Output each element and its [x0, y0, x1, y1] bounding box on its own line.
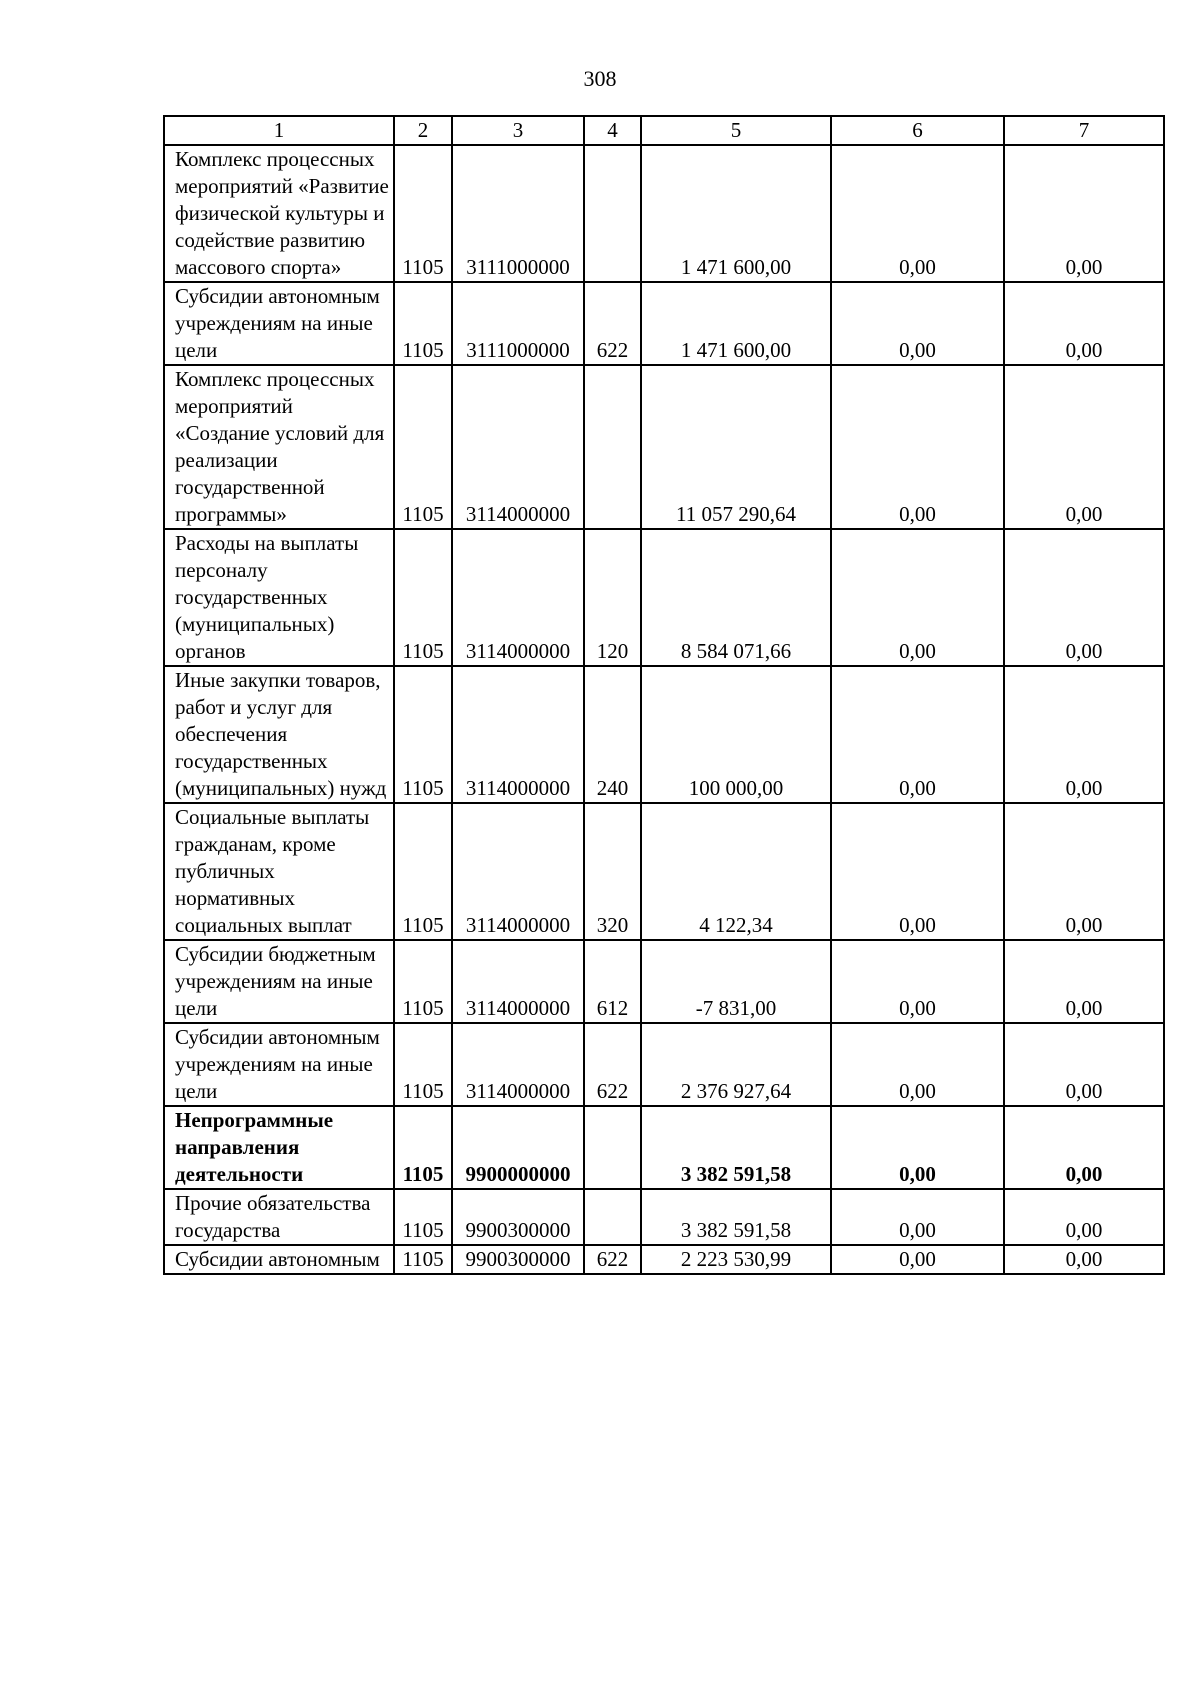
- target-code-cell: 3114000000: [452, 940, 584, 1023]
- header-cell: 5: [641, 116, 831, 145]
- amount-col5-cell: 2 376 927,64: [641, 1023, 831, 1106]
- budget-table: [163, 115, 1165, 1275]
- target-code-cell: 9900300000: [452, 1245, 584, 1274]
- amount-col5-cell: 3 382 591,58: [641, 1189, 831, 1245]
- section-code-cell: 1105: [394, 365, 452, 529]
- expense-type-cell: 320: [584, 803, 641, 940]
- amount-col5-cell: 8 584 071,66: [641, 529, 831, 666]
- header-cell: 6: [831, 116, 1004, 145]
- row-name-cell: Комплекс процессных мероприятий «Создание условий для реализации государственной программы»: [164, 365, 394, 529]
- section-code-cell: 1105: [394, 1189, 452, 1245]
- row-name-cell: Субсидии автономным: [164, 1245, 394, 1274]
- header-cell: 4: [584, 116, 641, 145]
- amount-col5-cell: 100 000,00: [641, 666, 831, 803]
- amount-col7-cell: 0,00: [1004, 365, 1164, 529]
- amount-col5-cell: 1 471 600,00: [641, 145, 831, 282]
- amount-col6-cell: 0,00: [831, 1245, 1004, 1274]
- expense-type-cell: 622: [584, 282, 641, 365]
- target-code-cell: 3111000000: [452, 282, 584, 365]
- amount-col7-cell: 0,00: [1004, 1023, 1164, 1106]
- amount-col6-cell: 0,00: [831, 282, 1004, 365]
- amount-col7-cell: 0,00: [1004, 529, 1164, 666]
- target-code-cell: 3114000000: [452, 365, 584, 529]
- amount-col5-cell: 11 057 290,64: [641, 365, 831, 529]
- expense-type-cell: 622: [584, 1245, 641, 1274]
- amount-col7-cell: 0,00: [1004, 940, 1164, 1023]
- amount-col6-cell: 0,00: [831, 803, 1004, 940]
- row-name-cell: Субсидии автономным учреждениям на иные цели: [164, 282, 394, 365]
- amount-col7-cell: 0,00: [1004, 1106, 1164, 1189]
- row-name-cell: Непрограммные направления деятельности: [164, 1106, 394, 1189]
- section-code-cell: 1105: [394, 940, 452, 1023]
- target-code-cell: 9900000000: [452, 1106, 584, 1189]
- amount-col7-cell: 0,00: [1004, 803, 1164, 940]
- table-row: [164, 1023, 1164, 1106]
- amount-col7-cell: 0,00: [1004, 1189, 1164, 1245]
- target-code-cell: 3114000000: [452, 666, 584, 803]
- amount-col6-cell: 0,00: [831, 145, 1004, 282]
- amount-col5-cell: 3 382 591,58: [641, 1106, 831, 1189]
- table-row: [164, 282, 1164, 365]
- table-row: [164, 940, 1164, 1023]
- header-cell: 2: [394, 116, 452, 145]
- section-code-cell: 1105: [394, 282, 452, 365]
- expense-type-cell: [584, 1106, 641, 1189]
- section-code-cell: 1105: [394, 1106, 452, 1189]
- row-name-cell: Субсидии бюджетным учреждениям на иные цели: [164, 940, 394, 1023]
- amount-col6-cell: 0,00: [831, 1189, 1004, 1245]
- amount-col6-cell: 0,00: [831, 1106, 1004, 1189]
- expense-type-cell: [584, 365, 641, 529]
- section-code-cell: 1105: [394, 1245, 452, 1274]
- row-name-cell: Комплекс процессных мероприятий «Развитие физической культуры и содействие развитию массового спорта»: [164, 145, 394, 282]
- row-name-cell: Прочие обязательства государства: [164, 1189, 394, 1245]
- amount-col5-cell: 4 122,34: [641, 803, 831, 940]
- section-code-cell: 1105: [394, 145, 452, 282]
- target-code-cell: 3114000000: [452, 803, 584, 940]
- expense-type-cell: 120: [584, 529, 641, 666]
- row-name-cell: Расходы на выплаты персоналу государственных (муниципальных) органов: [164, 529, 394, 666]
- table-row: [164, 1245, 1164, 1274]
- target-code-cell: 3114000000: [452, 1023, 584, 1106]
- amount-col7-cell: 0,00: [1004, 1245, 1164, 1274]
- amount-col5-cell: -7 831,00: [641, 940, 831, 1023]
- amount-col6-cell: 0,00: [831, 1023, 1004, 1106]
- expense-type-cell: 612: [584, 940, 641, 1023]
- expense-type-cell: 622: [584, 1023, 641, 1106]
- header-cell: 7: [1004, 116, 1164, 145]
- table-row: [164, 1106, 1164, 1189]
- expense-type-cell: 240: [584, 666, 641, 803]
- amount-col6-cell: 0,00: [831, 940, 1004, 1023]
- amount-col7-cell: 0,00: [1004, 666, 1164, 803]
- table-row: [164, 1189, 1164, 1245]
- row-name-cell: Иные закупки товаров, работ и услуг для обеспечения государственных (муниципальных) нужд: [164, 666, 394, 803]
- expense-type-cell: [584, 1189, 641, 1245]
- page-number: 308: [583, 66, 617, 91]
- section-code-cell: 1105: [394, 529, 452, 666]
- row-name-cell: Субсидии автономным учреждениям на иные цели: [164, 1023, 394, 1106]
- expense-type-cell: [584, 145, 641, 282]
- table-header-row: [164, 116, 1164, 145]
- table-row: [164, 529, 1164, 666]
- amount-col5-cell: 1 471 600,00: [641, 282, 831, 365]
- amount-col5-cell: 2 223 530,99: [641, 1245, 831, 1274]
- section-code-cell: 1105: [394, 666, 452, 803]
- section-code-cell: 1105: [394, 803, 452, 940]
- amount-col7-cell: 0,00: [1004, 282, 1164, 365]
- table-row: [164, 666, 1164, 803]
- amount-col6-cell: 0,00: [831, 666, 1004, 803]
- header-cell: 3: [452, 116, 584, 145]
- row-name-cell: Социальные выплаты гражданам, кроме публичных нормативных социальных выплат: [164, 803, 394, 940]
- target-code-cell: 9900300000: [452, 1189, 584, 1245]
- amount-col6-cell: 0,00: [831, 365, 1004, 529]
- table-row: [164, 145, 1164, 282]
- header-cell: 1: [164, 116, 394, 145]
- amount-col6-cell: 0,00: [831, 529, 1004, 666]
- amount-col7-cell: 0,00: [1004, 145, 1164, 282]
- table-row: [164, 365, 1164, 529]
- target-code-cell: 3111000000: [452, 145, 584, 282]
- target-code-cell: 3114000000: [452, 529, 584, 666]
- table-row: [164, 803, 1164, 940]
- section-code-cell: 1105: [394, 1023, 452, 1106]
